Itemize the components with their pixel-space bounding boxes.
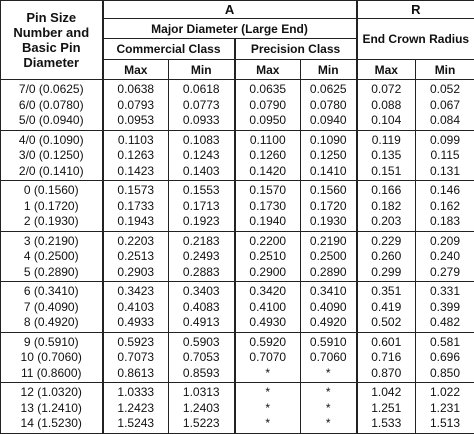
cell-value: 0.2183 (169, 234, 234, 250)
cell-value: 0.0950 (236, 113, 301, 129)
cell-value: 0.1103 (104, 133, 169, 149)
cell-value: 1.5243 (104, 416, 169, 432)
cell-value: 6 (0.3410) (1, 284, 102, 300)
cell-value: 14 (1.5230) (1, 416, 102, 432)
cell-value: 0.1713 (169, 199, 234, 215)
cell-value: 0.2903 (104, 265, 169, 281)
cell-value: 7 (0.4090) (1, 300, 102, 316)
cell-crown-min (416, 332, 474, 383)
cell-value: 0.1260 (236, 148, 301, 164)
cell-value: 1.231 (416, 401, 474, 417)
cell-value: 0.1083 (169, 133, 234, 149)
cell-value: 0.850 (416, 366, 474, 382)
cell-value: 1.0313 (169, 385, 234, 401)
cell-commercial-min (169, 332, 235, 383)
table-row-group (1, 130, 474, 181)
cell-value: 0.162 (416, 199, 474, 215)
cell-value: 0.5910 (301, 335, 356, 351)
cell-precision-min (301, 80, 357, 131)
cell-value: 0.1250 (301, 148, 356, 164)
cell-value: 0.1730 (236, 199, 301, 215)
cell-value: 0.4913 (169, 315, 234, 331)
cell-value: 0.1570 (236, 183, 301, 199)
cell-value: 5/0 (0.0940) (1, 113, 102, 129)
cell-crown-min (416, 282, 474, 333)
cell-value: 0.8593 (169, 366, 234, 382)
cell-value: 4 (0.2500) (1, 249, 102, 265)
cell-value: 0.2500 (301, 249, 356, 265)
header-precision-max: Max (235, 60, 301, 80)
cell-value: 0.067 (416, 98, 474, 114)
cell-value: 0.1090 (301, 133, 356, 149)
cell-value: 0.1560 (301, 183, 356, 199)
cell-value: 1.0333 (104, 385, 169, 401)
cell-value: * (236, 385, 301, 401)
cell-value: 3/0 (0.1250) (1, 148, 102, 164)
cell-crown-min (416, 130, 474, 181)
cell-value: 8 (0.4920) (1, 315, 102, 331)
cell-value: 0.0953 (104, 113, 169, 129)
cell-value: 0.229 (358, 234, 416, 250)
cell-value: 0.5923 (104, 335, 169, 351)
cell-value: 0.0625 (301, 82, 356, 98)
cell-value: 12 (1.0320) (1, 385, 102, 401)
cell-commercial-min (169, 80, 235, 131)
cell-value: 0.072 (358, 82, 416, 98)
cell-value: 0.0638 (104, 82, 169, 98)
cell-value: 0.1733 (104, 199, 169, 215)
cell-value: * (301, 416, 356, 432)
cell-value: 0.1923 (169, 214, 234, 230)
cell-commercial-max (103, 80, 169, 131)
cell-precision-min (301, 332, 357, 383)
cell-precision-max (235, 231, 301, 282)
cell-commercial-min (169, 383, 235, 434)
cell-value: 0.4920 (301, 315, 356, 331)
cell-value: 0.7073 (104, 350, 169, 366)
cell-value: * (301, 366, 356, 382)
cell-crown-max (357, 130, 416, 181)
cell-value: 0.716 (358, 350, 416, 366)
cell-value: 0.331 (416, 284, 474, 300)
cell-value: 0.351 (358, 284, 416, 300)
cell-value: 0.5903 (169, 335, 234, 351)
header-commercial-class: Commercial Class (103, 39, 235, 60)
table-row-group (1, 383, 474, 434)
cell-value: 0.088 (358, 98, 416, 114)
cell-value: 0.1403 (169, 164, 234, 180)
cell-value: 0.0793 (104, 98, 169, 114)
cell-commercial-max (103, 383, 169, 434)
cell-value: * (236, 401, 301, 417)
cell-value: 11 (0.8600) (1, 366, 102, 382)
cell-value: 0.1263 (104, 148, 169, 164)
cell-value: 0.209 (416, 234, 474, 250)
cell-value: 0.0773 (169, 98, 234, 114)
header-commercial-max: Max (103, 60, 169, 80)
cell-crown-min (416, 231, 474, 282)
cell-value: 0.2900 (236, 265, 301, 281)
cell-precision-max (235, 332, 301, 383)
cell-value: 0.2203 (104, 234, 169, 250)
cell-value: 0.1720 (301, 199, 356, 215)
cell-value: 0.1420 (236, 164, 301, 180)
cell-value: * (236, 416, 301, 432)
cell-value: 0.399 (416, 300, 474, 316)
cell-value: 1 (0.1720) (1, 199, 102, 215)
cell-precision-min (301, 231, 357, 282)
cell-value: 0.0635 (236, 82, 301, 98)
cell-value: 2/0 (0.1410) (1, 164, 102, 180)
table-row-group (1, 80, 474, 131)
cell-crown-max (357, 231, 416, 282)
cell-value: 0.0780 (301, 98, 356, 114)
cell-pin-size (1, 282, 103, 333)
cell-value: 1.2403 (169, 401, 234, 417)
cell-value: 0.299 (358, 265, 416, 281)
cell-precision-min (301, 383, 357, 434)
cell-value: 4/0 (0.1090) (1, 133, 102, 149)
cell-value: 0.2513 (104, 249, 169, 265)
cell-value: 0.1100 (236, 133, 301, 149)
cell-precision-min (301, 130, 357, 181)
cell-value: 0.119 (358, 133, 416, 149)
cell-value: 0.0618 (169, 82, 234, 98)
cell-commercial-min (169, 181, 235, 232)
cell-commercial-max (103, 130, 169, 181)
cell-value: 0.2190 (301, 234, 356, 250)
header-commercial-min: Min (169, 60, 235, 80)
cell-value: 0.8613 (104, 366, 169, 382)
cell-value: 0.419 (358, 300, 416, 316)
cell-pin-size (1, 231, 103, 282)
cell-value: 0.4100 (236, 300, 301, 316)
cell-value: 0.260 (358, 249, 416, 265)
cell-pin-size (1, 80, 103, 131)
cell-pin-size (1, 383, 103, 434)
cell-commercial-min (169, 282, 235, 333)
cell-value: 0.183 (416, 214, 474, 230)
cell-precision-max (235, 80, 301, 131)
cell-value: 0.2200 (236, 234, 301, 250)
cell-value: 0.1410 (301, 164, 356, 180)
cell-value: 2 (0.1930) (1, 214, 102, 230)
cell-commercial-max (103, 231, 169, 282)
cell-value: 0.2493 (169, 249, 234, 265)
cell-value: 0.052 (416, 82, 474, 98)
cell-value: 0.182 (358, 199, 416, 215)
cell-value: 0.870 (358, 366, 416, 382)
cell-value: 9 (0.5910) (1, 335, 102, 351)
header-precision-class: Precision Class (235, 39, 357, 60)
cell-value: 0.7053 (169, 350, 234, 366)
cell-crown-max (357, 383, 416, 434)
cell-value: 0.3403 (169, 284, 234, 300)
cell-commercial-max (103, 332, 169, 383)
cell-value: 0.1930 (301, 214, 356, 230)
cell-value: 3 (0.2190) (1, 234, 102, 250)
header-crown-min: Min (416, 60, 474, 80)
cell-value: 0.4083 (169, 300, 234, 316)
cell-value: 1.022 (416, 385, 474, 401)
cell-value: 0 (0.1560) (1, 183, 102, 199)
table-row-group (1, 181, 474, 232)
cell-value: 1.251 (358, 401, 416, 417)
cell-precision-max (235, 383, 301, 434)
cell-value: * (301, 385, 356, 401)
cell-precision-min (301, 181, 357, 232)
cell-commercial-max (103, 282, 169, 333)
cell-crown-min (416, 80, 474, 131)
cell-value: 0.4933 (104, 315, 169, 331)
header-group-r: R (357, 1, 474, 19)
table-body (1, 80, 474, 434)
cell-value: 0.151 (358, 164, 416, 180)
cell-value: 0.146 (416, 183, 474, 199)
cell-crown-max (357, 80, 416, 131)
cell-value: 0.5920 (236, 335, 301, 351)
cell-pin-size (1, 332, 103, 383)
cell-value: 0.1423 (104, 164, 169, 180)
cell-value: 1.2423 (104, 401, 169, 417)
cell-value: 0.696 (416, 350, 474, 366)
table-row-group (1, 231, 474, 282)
cell-value: 5 (0.2890) (1, 265, 102, 281)
cell-commercial-min (169, 130, 235, 181)
cell-crown-min (416, 181, 474, 232)
cell-value: 0.131 (416, 164, 474, 180)
cell-value: 7/0 (0.0625) (1, 82, 102, 98)
header-precision-min: Min (301, 60, 357, 80)
cell-value: 1.513 (416, 416, 474, 432)
cell-crown-max (357, 332, 416, 383)
cell-value: 0.104 (358, 113, 416, 129)
cell-precision-min (301, 282, 357, 333)
header-major-diameter: Major Diameter (Large End) (103, 19, 357, 39)
cell-commercial-max (103, 181, 169, 232)
cell-value: 0.0940 (301, 113, 356, 129)
cell-value: 0.581 (416, 335, 474, 351)
cell-value: 0.4930 (236, 315, 301, 331)
cell-value: 0.4090 (301, 300, 356, 316)
cell-commercial-min (169, 231, 235, 282)
cell-value: 0.115 (416, 148, 474, 164)
cell-precision-max (235, 282, 301, 333)
cell-value: 0.135 (358, 148, 416, 164)
cell-value: 0.0933 (169, 113, 234, 129)
cell-crown-max (357, 181, 416, 232)
cell-value: 6/0 (0.0780) (1, 98, 102, 114)
cell-value: 0.203 (358, 214, 416, 230)
cell-value: 0.240 (416, 249, 474, 265)
cell-value: * (236, 366, 301, 382)
cell-value: 0.3423 (104, 284, 169, 300)
header-group-a: A (103, 1, 357, 19)
cell-value: 0.601 (358, 335, 416, 351)
cell-value: 13 (1.2410) (1, 401, 102, 417)
table-row-group (1, 332, 474, 383)
cell-value: 0.084 (416, 113, 474, 129)
cell-value: 0.099 (416, 133, 474, 149)
cell-value: 0.7060 (301, 350, 356, 366)
cell-value: 0.1553 (169, 183, 234, 199)
cell-value: 1.042 (358, 385, 416, 401)
cell-value: 0.482 (416, 315, 474, 331)
cell-pin-size (1, 181, 103, 232)
cell-value: 0.1940 (236, 214, 301, 230)
table-row-group (1, 282, 474, 333)
cell-value: 0.3420 (236, 284, 301, 300)
cell-pin-size (1, 130, 103, 181)
cell-value: 0.1573 (104, 183, 169, 199)
cell-crown-max (357, 282, 416, 333)
cell-value: 0.7070 (236, 350, 301, 366)
cell-value: 0.279 (416, 265, 474, 281)
cell-precision-max (235, 181, 301, 232)
cell-value: 0.166 (358, 183, 416, 199)
cell-precision-max (235, 130, 301, 181)
cell-value: 1.533 (358, 416, 416, 432)
header-crown-max: Max (357, 60, 416, 80)
cell-value: 0.3410 (301, 284, 356, 300)
cell-value: 0.1243 (169, 148, 234, 164)
cell-value: 0.1943 (104, 214, 169, 230)
cell-crown-min (416, 383, 474, 434)
cell-value: 0.2883 (169, 265, 234, 281)
header-pin-size: Pin Size Number and Basic Pin Diameter (1, 1, 103, 80)
cell-value: 10 (0.7060) (1, 350, 102, 366)
cell-value: 0.0790 (236, 98, 301, 114)
cell-value: 0.502 (358, 315, 416, 331)
cell-value: 0.2890 (301, 265, 356, 281)
cell-value: * (301, 401, 356, 417)
cell-value: 0.2510 (236, 249, 301, 265)
cell-value: 1.5223 (169, 416, 234, 432)
cell-value: 0.4103 (104, 300, 169, 316)
header-end-crown-radius: End Crown Radius (357, 19, 474, 60)
